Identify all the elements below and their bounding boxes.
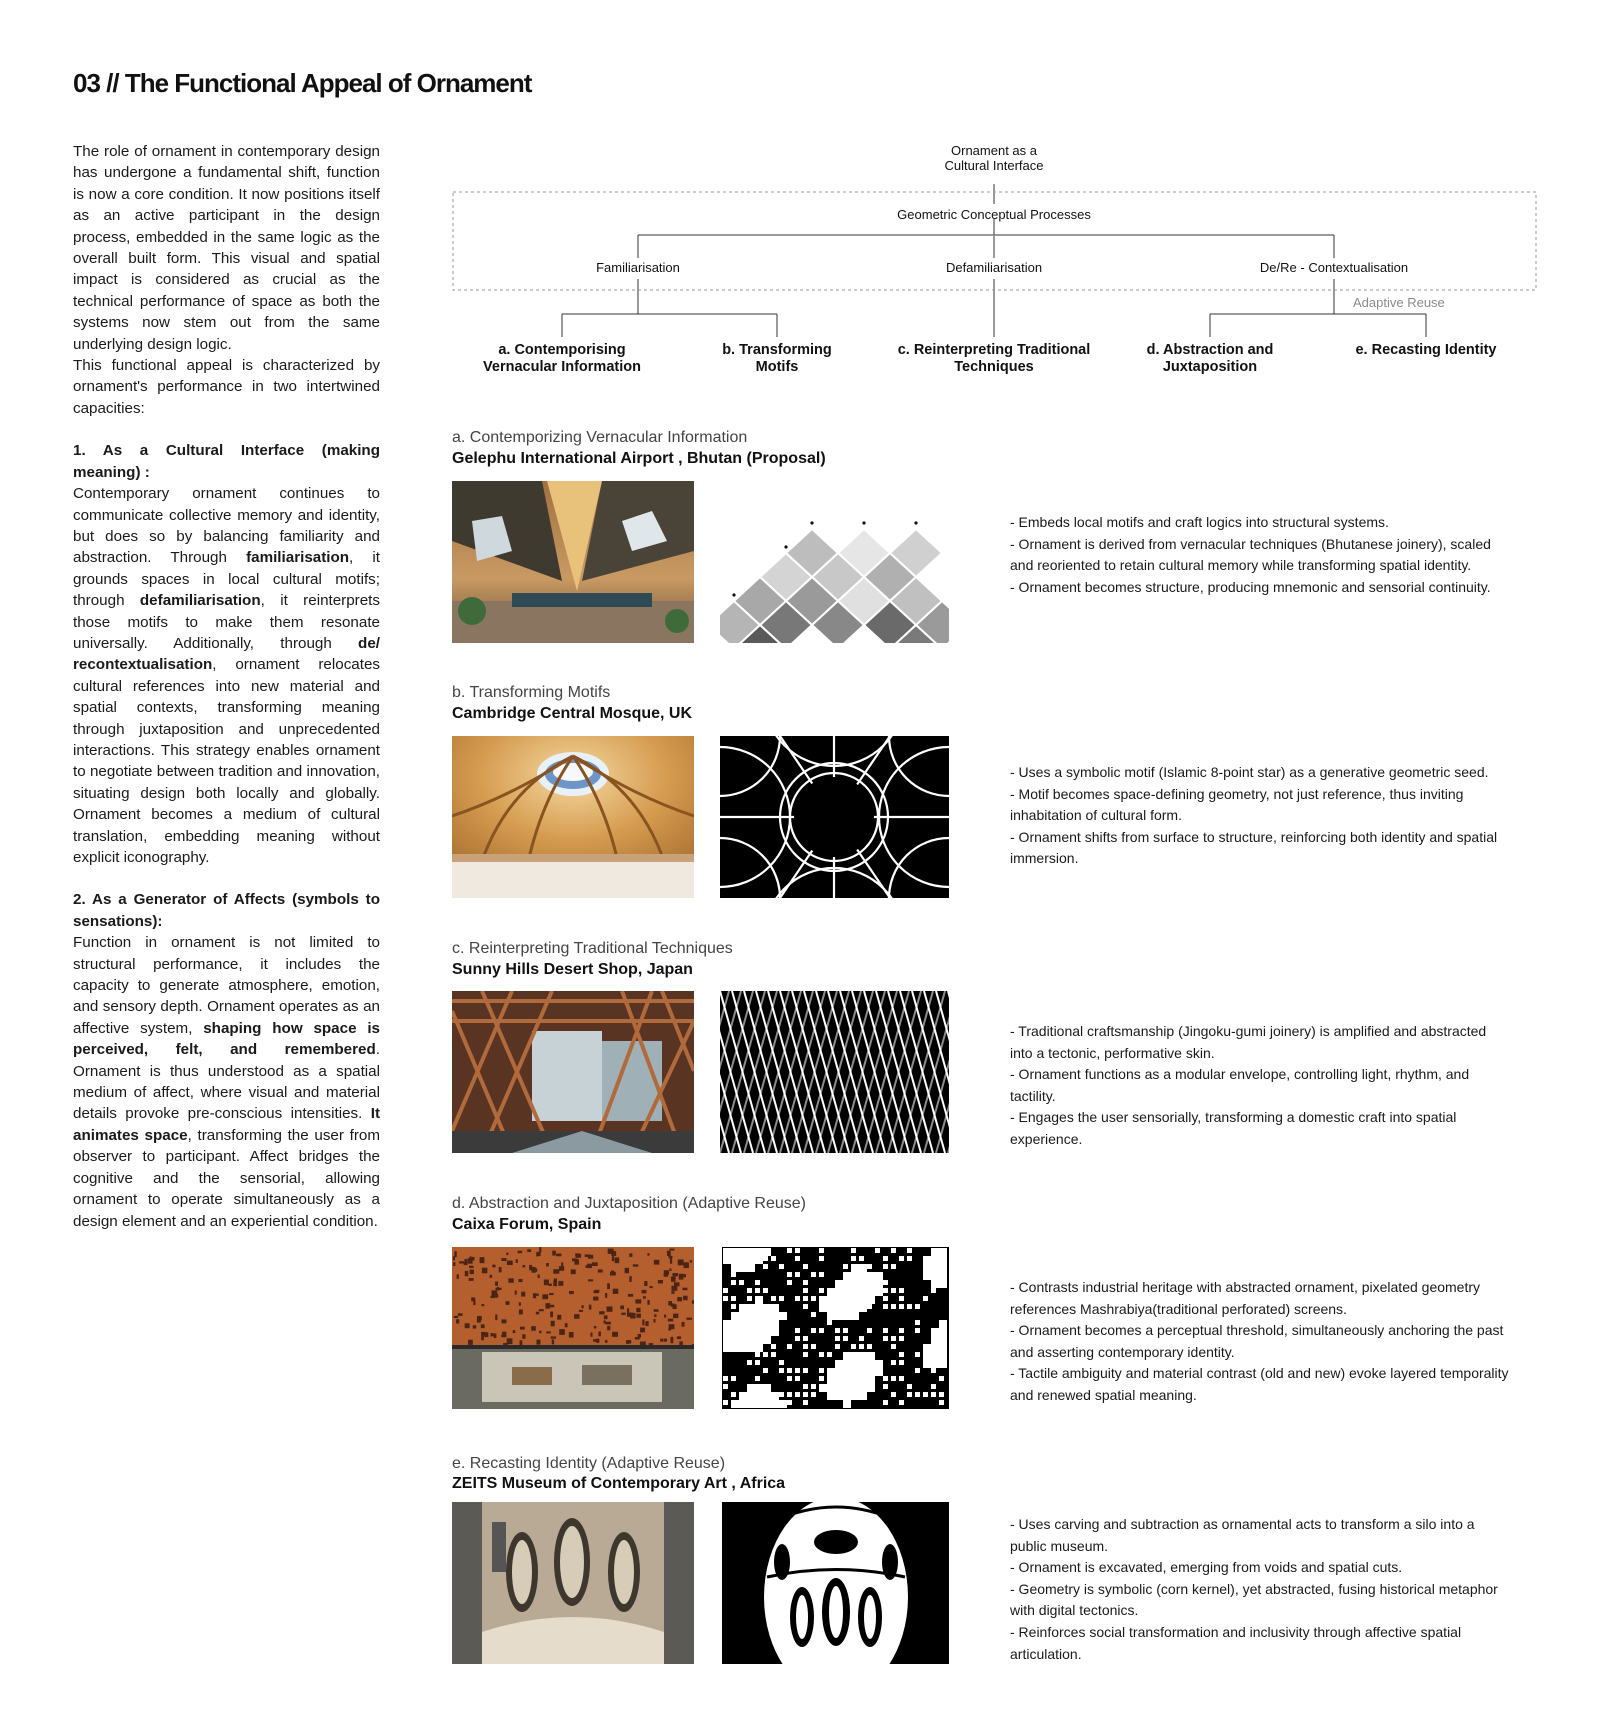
intro-text [73, 141, 380, 1232]
bullet-item: - Tactile ambiguity and material contrast (old and new) evoke layered temporality and renewed spatial meaning. [1010, 1365, 1509, 1403]
case-d-title: Caixa Forum, Spain [452, 1216, 602, 1233]
case-b-photo [452, 736, 694, 898]
case-a-photo [452, 481, 694, 643]
case-c-pattern [720, 991, 949, 1153]
bullet-item: - Uses a symbolic motif (Islamic 8-point star) as a generative geometric seed. [1010, 764, 1489, 780]
case-c-title: Sunny Hills Desert Shop, Japan [452, 961, 693, 978]
diagram-process-label: Geometric Conceptual Processes [897, 207, 1091, 222]
case-d-bullets [1010, 1277, 1510, 1407]
bullet-item: - Ornament becomes a perceptual threshold, simultaneously anchoring the past and asserting contemporary identity. [1010, 1322, 1504, 1360]
case-a-pattern [720, 481, 949, 643]
intro-paragraph-2: This functional appeal is characterized by ornament's performance in two intertwined capacities: [73, 357, 380, 417]
bullet-item: - Contrasts industrial heritage with abstracted ornament, pixelated geometry references Mashrabiya(traditional perforated) screens. [1010, 1279, 1481, 1317]
bullet-item: - Ornament is excavated, emerging from voids and spatial cuts. [1010, 1559, 1403, 1576]
bullet-item: - Uses carving and subtraction as ornamental acts to transform a silo into a public museum. [1010, 1516, 1475, 1554]
diagram-defamiliarisation: Defamiliarisation [945, 260, 1043, 275]
case-e-subtitle: e. Recasting Identity (Adaptive Reuse) [452, 1455, 726, 1472]
case-c-subtitle: c. Reinterpreting Traditional Techniques [452, 940, 733, 957]
case-e-pattern [722, 1502, 949, 1664]
diagram-leaf-e: e. Recasting Identity [1355, 342, 1497, 358]
case-d-subtitle: d. Abstraction and Juxtaposition (Adaptive Reuse) [452, 1195, 806, 1212]
case-a-title: Gelephu International Airport , Bhutan (Proposal) [452, 450, 826, 467]
diagram-adaptive-reuse: Adaptive Reuse [1353, 295, 1445, 310]
bullet-item: - Ornament shifts from surface to structure, reinforcing both identity and spatial immersion. [1010, 828, 1498, 867]
case-e-bullets [1010, 1514, 1510, 1665]
section-1-heading: 1. As a Cultural Interface (making meaning) : [73, 442, 380, 481]
bullet-item: - Ornament functions as a modular envelope, controlling light, rhythm, and tactility. [1010, 1066, 1470, 1104]
case-c-bullets [1010, 1021, 1510, 1151]
bullet-item: - Ornament becomes structure, producing mnemonic and sensorial continuity. [1010, 578, 1491, 595]
diagram-leaf-b: b. Transforming Motifs [722, 342, 832, 375]
case-b-subtitle: b. Transforming Motifs [452, 684, 611, 701]
case-a-bullets [1010, 512, 1510, 598]
case-b-bullets [1010, 762, 1510, 870]
bullet-item: - Motif becomes space-defining geometry, not just reference, thus inviting inhabitation of cultural form. [1010, 785, 1464, 824]
diagram-leaf-a: a. Contemporising Vernacular Information [483, 342, 641, 375]
case-e-title: ZEITS Museum of Contemporary Art , Africa [452, 1475, 786, 1492]
bullet-item: - Ornament is derived from vernacular techniques (Bhutanese joinery), scaled and reoriented to retain cultural memory while transforming spatial identity. [1010, 535, 1491, 574]
section-1-body: Contemporary ornament continues to communicate collective memory and identity, but does so by balancing familiarity and abstraction. Through familiarisation, it grounds spaces in local cultural motifs; through defamiliarisation, it reinterprets those motifs to make them resonate universally. Additionally, through de/ recontextualisation, ornament relocates cultural references into new material and spatial contexts, transforming meaning through juxtaposition and unprecedented interactions. This strategy enables ornament to negotiate between tradition and innovation, situating design both locally and globally. Ornament becomes a medium of cultural translation, embedding meaning without explicit iconography. [73, 485, 380, 866]
case-e-photo [452, 1502, 694, 1664]
diagram-root: Ornament as a Cultural Interface [944, 143, 1044, 173]
case-d-photo [452, 1247, 694, 1409]
case-c-photo [452, 991, 694, 1153]
bullet-item: - Reinforces social transformation and inclusivity through affective spatial articulation. [1010, 1623, 1462, 1662]
diagram-leaf-c: c. Reinterpreting Traditional Techniques [897, 342, 1091, 375]
bullet-item: - Engages the user sensorially, transforming a domestic craft into spatial experience. [1010, 1109, 1457, 1147]
diagram-contextualisation: De/Re - Contextualisation [1259, 260, 1409, 275]
section-2-body: Function in ornament is not limited to structural performance, it includes the capacity to generate atmosphere, emotion, and sensory depth. Ornament operates as an affective system, shaping how space is perceived, felt, and remembered. Ornament is thus understood as a spatial medium of affect, where visual and material details provoke pre-conscious intensities. It animates space, transforming the user from observer to participant. Affect bridges the cognitive and the sensorial, allowing ornament to operate simultaneously as a design element and an experiential condition. [73, 934, 380, 1230]
case-b-title: Cambridge Central Mosque, UK [452, 705, 693, 722]
page-title: 03 // The Functional Appeal of Ornament [73, 68, 532, 98]
diagram-leaf-d: d. Abstraction and Juxtaposition [1146, 342, 1274, 375]
bullet-item: - Geometry is symbolic (corn kernel), yet abstracted, fusing historical metaphor with digital tectonics. [1010, 1580, 1498, 1619]
bullet-item: - Traditional craftsmanship (Jingoku-gumi joinery) is amplified and abstracted into a tectonic, performative skin. [1010, 1023, 1487, 1061]
diagram-familiarisation: Familiarisation [596, 260, 680, 275]
case-d-pattern [722, 1247, 949, 1409]
case-b-pattern [720, 736, 949, 898]
intro-paragraph: The role of ornament in contemporary design has undergone a fundamental shift, function is now a core condition. It now positions itself as an active participant in the design process, embedded in the same logic as the overall built form. This visual and spatial impact is considered as crucial as the technical performance of space as both the systems now stem out from the same underlying design logic. [73, 143, 380, 353]
case-a-subtitle: a. Contemporizing Vernacular Information [452, 429, 748, 446]
bullet-item: - Embeds local motifs and craft logics into structural systems. [1010, 514, 1389, 530]
section-2-heading: 2. As a Generator of Affects (symbols to sensations): [73, 891, 380, 930]
